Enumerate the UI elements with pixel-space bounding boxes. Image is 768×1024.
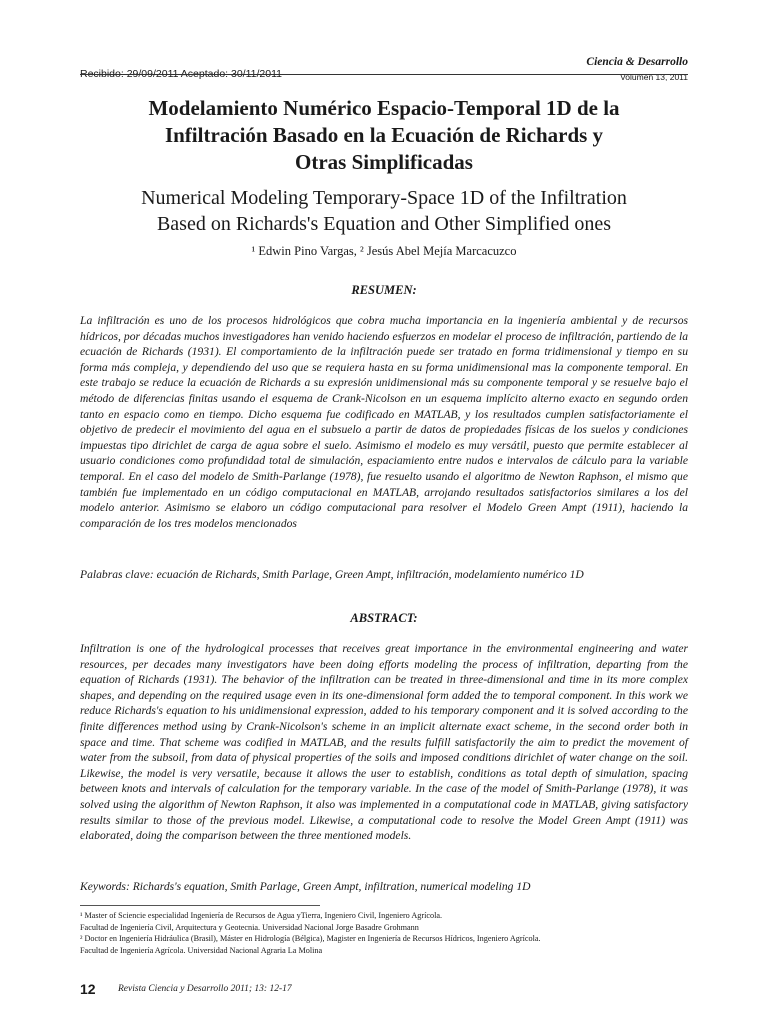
footnote-line: ² Doctor en Ingeniería Hidráulica (Brasil), Máster en Hidrología (Bélgica), Magister en Ingeniería de Recursos Hídricos, Ingeniero Agrícola. [80,934,541,944]
volume-label: Volumen 13, 2011 [620,72,688,82]
resumen-keywords: Palabras clave: ecuación de Richards, Smith Parlage, Green Ampt, infiltración, modelamiento numérico 1D [80,568,584,581]
abstract-keywords: Keywords: Richards's equation, Smith Parlage, Green Ampt, infiltration, numerical modeling 1D [80,880,531,893]
journal-name: Ciencia & Desarrollo [586,56,688,68]
resumen-heading: RESUMEN: [351,283,417,297]
footnote-line: Facultad de Ingeniería Civil, Arquitectura y Geotecnia. Universidad Nacional Jorge Basadre Grohmann [80,922,419,932]
title-english-line: Numerical Modeling Temporary-Space 1D of the Infiltration [141,187,627,209]
footnote-rule [80,905,320,906]
title-spanish-line: Modelamiento Numérico Espacio-Temporal 1D de la [148,96,620,120]
title-spanish-line: Otras Simplificadas [295,150,473,174]
resumen-body: La infiltración es uno de los procesos hidrológicos que cobra mucha importancia en la ingeniería ambiental y de recursos hídricos, por décadas muchos investigadores han venido haciendo esfuerzos en modelar el proceso de infiltración, partiendo de la ecuación de Richards (1931). El comportamiento de la infiltración puede ser tratado en forma tridimensional y tiempo en su forma más compleja, y dependiendo del uso que se requiera hasta en su forma unidimensional mas la componente temporal. En este trabajo se reduce la ecuación de Richards a su expresión unidimensional más su componente temporal y se resuelve bajo el método de diferencias finitas usando el esquema de Crank-Nicolson en un esquema implícito alterno exacto en segundo orden tanto en espacio como en tiempo. Dicho esquema fue codificado en MATLAB, y los resultados cumplen satisfactoriamente el objetivo de predecir el movimiento del agua en el subsuelo a partir de datos de propiedades físicas de los suelos y condiciones impuestas tipo dirichlet de carga de agua sobre el suelo. Asimismo el modelo es muy versátil, puesto que permite establecer al usuario condiciones como profundidad total de simulación, espaciamiento entre nudos e intervalos de cálculo para la variable temporal. En el caso del modelo de Smith-Parlange (1978), fue resuelto usando el algoritmo de Newton Raphson, el mismo que también fue implementado en un código computacional en MATLAB, arrojando resultados satisfactorios similares a los del modelo anterior. Asimismo se elaboro un código computacional para resolver el Modelo Green Ampt (1911), haciendo la comparación de los tres modelos mencionados [80,314,688,530]
page-number: 12 [80,981,96,997]
title-spanish [80,95,688,176]
authors: ¹ Edwin Pino Vargas, ² Jesús Abel Mejía Marcacuzco [251,244,517,258]
abstract-heading: ABSTRACT: [350,611,418,625]
title-english [80,185,688,237]
header-rule [80,74,688,75]
title-spanish-line: Infiltración Basado en la Ecuación de Richards y [164,123,604,147]
received-accepted-dates: Recibido: 29/09/2011 Aceptado: 30/11/2011 [80,68,282,80]
abstract-body: Infiltration is one of the hydrological processes that receives great importance in the environmental engineering and water resources, per decades many investigators have been doing efforts modeling the process of infiltration, departing from the equation of Richards (1931). The behavior of the infiltration can be treated in three-dimensional and time in its more complex shapes, and depending on the required usage even in its one-dimensional form added the to temporal component. In this work we reduce Richards's equation to his unidimensional expression, added to his temporary component and it is solved according to the finite differences method using by Crank-Nicolson's scheme in an implicit alternate exact scheme, in the second order both in space and time. That scheme was codified in MATLAB, and the results fulfill satisfactorily the aim to predict the movement of water from the subsoil, from data of physical properties of the soils and imposed conditions dirichlet of water change on the soil. Likewise, the model is very versatile, because it allows the user to establish, conditions as total depth of simulation, spacing between knots and intervals of calculation for the temporary variable. In the case of the model of Smith-Parlange (1978), it was solved using the algorithm of Newton Raphson, it also was implemented in a computational code in MATLAB, giving satisfactory results similar to those of the previous model. Likewise, a computational code to resolve the Model Green Ampt (1911) was elaborated, doing the comparison between the three mentioned models. [80,642,688,843]
footnote-line: Facultad de Ingeniería Agrícola. Universidad Nacional Agraria La Molina [80,945,323,955]
footnote-line: ¹ Master of Sciencie especialidad Ingeniería de Recursos de Agua yTierra, Ingeniero Civil, Ingeniero Agrícola. [80,911,443,920]
footnotes [80,910,688,956]
journal-citation: Revista Ciencia y Desarrollo 2011; 13: 12-17 [118,984,292,994]
title-english-line: Based on Richards's Equation and Other Simplified ones [156,213,612,235]
